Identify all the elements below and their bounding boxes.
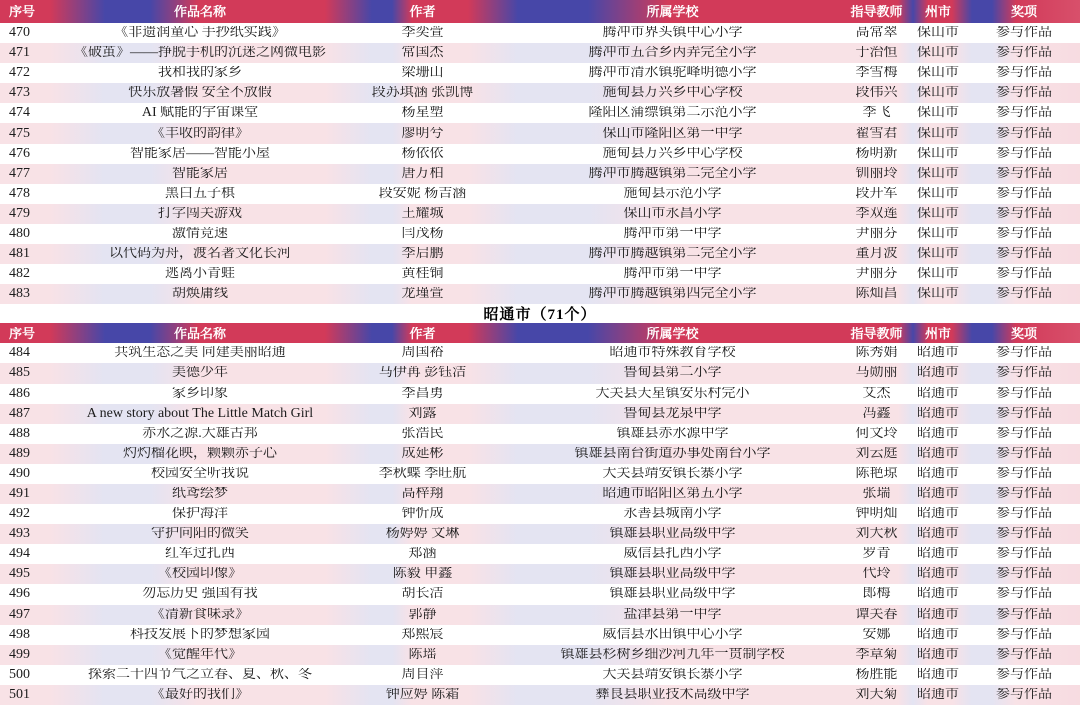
cell-serial: 474 — [9, 106, 30, 121]
cell-city: 昭通市 — [917, 487, 959, 502]
cell-author: 王耀城 — [401, 206, 444, 221]
cell-city: 保山市 — [917, 126, 959, 141]
table-row — [0, 444, 1080, 464]
cell-school: 盐津县第一中学 — [623, 607, 722, 622]
cell-city: 昭通市 — [917, 446, 959, 461]
cell-title: 《丰收的韵律》 — [151, 126, 249, 141]
cell-award: 参与作品 — [996, 106, 1052, 121]
cell-author: 杨婷婷 文琳 — [385, 527, 460, 542]
column-header-author: 作者 — [409, 5, 436, 18]
cell-school: 腾冲市第一中学 — [623, 267, 722, 282]
cell-title: 守护向阳的微笑 — [151, 527, 249, 542]
cell-teacher: 张瑞 — [862, 487, 891, 502]
table-row — [0, 264, 1080, 284]
table-row — [0, 524, 1080, 544]
column-header-award: 奖项 — [1010, 5, 1037, 18]
cell-serial: 479 — [9, 206, 30, 221]
table-row — [0, 83, 1080, 103]
cell-serial: 489 — [9, 446, 30, 461]
cell-teacher: 尹丽芬 — [855, 267, 898, 282]
cell-teacher: 刘云庭 — [855, 446, 898, 461]
cell-teacher: 董月波 — [855, 247, 898, 262]
cell-serial: 499 — [9, 647, 30, 662]
cell-title: 共筑生态之美 同建美丽昭通 — [114, 346, 286, 361]
cell-title: AI 赋能的宇宙课堂 — [141, 106, 259, 121]
cell-serial: 491 — [9, 487, 30, 502]
cell-award: 参与作品 — [996, 507, 1052, 522]
cell-serial: 495 — [9, 567, 30, 582]
column-header-title: 作品名称 — [173, 5, 226, 18]
cell-school: 镇雄县南台街道办事处南台小学 — [574, 446, 771, 461]
cell-title: 智能家居 — [172, 166, 228, 181]
cell-award: 参与作品 — [996, 86, 1052, 101]
cell-serial: 496 — [9, 587, 30, 602]
cell-teacher: 马勋丽 — [855, 366, 898, 381]
cell-school: 施甸县示范小学 — [623, 186, 722, 201]
cell-school: 腾冲市腾越镇第二完全小学 — [588, 166, 757, 181]
cell-teacher: 李双莲 — [855, 206, 898, 221]
table-row — [0, 164, 1080, 184]
cell-school: 隆阳区蒲缥镇第二示范小学 — [588, 106, 757, 121]
cell-author: 李奕萱 — [401, 26, 444, 41]
cell-title: 探索二十四节气之立春、夏、秋、冬 — [88, 667, 312, 682]
cell-author: 郑涵 — [408, 547, 437, 562]
cell-teacher: 钟明灿 — [855, 507, 898, 522]
cell-author: 李昌勇 — [401, 386, 444, 401]
cell-school: 大关县天星镇安乐村完小 — [595, 386, 750, 401]
cell-award: 参与作品 — [996, 607, 1052, 622]
table-row — [0, 625, 1080, 645]
cell-serial: 476 — [9, 146, 30, 161]
cell-city: 昭通市 — [917, 567, 959, 582]
cell-school: 腾冲市腾越镇第二完全小学 — [588, 247, 757, 262]
cell-author: 钟应婷 陈霜 — [385, 687, 460, 702]
table-row — [0, 184, 1080, 204]
cell-school: 镇雄县职业高级中学 — [609, 527, 736, 542]
cell-award: 参与作品 — [996, 667, 1052, 682]
cell-school: 保山市隆阳区第一中学 — [602, 126, 743, 141]
cell-school: 彝良县职业技术高级中学 — [595, 687, 750, 702]
cell-school: 镇雄县职业高级中学 — [609, 567, 736, 582]
cell-author: 李启鹏 — [401, 247, 444, 262]
cell-city: 保山市 — [917, 287, 959, 302]
table-row — [0, 43, 1080, 63]
cell-author: 梁珊山 — [401, 66, 444, 81]
cell-title: 赤水之源.大雄古邦 — [142, 426, 258, 441]
table-row — [0, 645, 1080, 665]
cell-teacher: 于治恒 — [855, 46, 898, 61]
cell-title: 《校园印像》 — [158, 567, 242, 582]
cell-title: 我和我的家乡 — [158, 66, 242, 81]
cell-award: 参与作品 — [996, 386, 1052, 401]
cell-teacher: 刘天菊 — [855, 687, 898, 702]
table-body-baoshan — [0, 23, 1080, 304]
cell-serial: 472 — [9, 66, 30, 81]
table-row — [0, 144, 1080, 164]
cell-city: 昭通市 — [917, 466, 959, 481]
cell-city: 昭通市 — [917, 667, 959, 682]
cell-teacher: 杨明新 — [855, 146, 898, 161]
cell-teacher: 杨胜能 — [855, 667, 898, 682]
cell-city: 昭通市 — [917, 386, 959, 401]
cell-award: 参与作品 — [996, 487, 1052, 502]
cell-school: 鲁甸县龙泉中学 — [623, 406, 722, 421]
table-row — [0, 544, 1080, 564]
cell-serial: 501 — [9, 687, 30, 702]
cell-author: 郑熙宸 — [401, 627, 444, 642]
table-row — [0, 404, 1080, 424]
cell-school: 大关县靖安镇长寨小学 — [602, 466, 743, 481]
column-header-title: 作品名称 — [173, 326, 226, 340]
cell-teacher: 艾杰 — [862, 386, 891, 401]
cell-school: 镇雄县职业高级中学 — [609, 587, 736, 602]
table-row — [0, 224, 1080, 244]
cell-serial: 470 — [9, 26, 30, 41]
column-header-award: 奖项 — [1010, 326, 1037, 340]
table-row — [0, 63, 1080, 83]
cell-title: 以代码为舟，渡名著文化长河 — [109, 247, 291, 262]
cell-city: 保山市 — [917, 106, 959, 121]
cell-title: 纸鸢绘梦 — [172, 487, 228, 502]
cell-title: A new story about The Little Match Girl — [86, 406, 314, 421]
cell-school: 威信县水田镇中心小学 — [602, 627, 743, 642]
cell-serial: 487 — [9, 406, 30, 421]
cell-author: 张浩民 — [401, 426, 444, 441]
cell-title: 科技发展下的梦想家园 — [130, 627, 270, 642]
cell-title: 《最好的我们》 — [151, 687, 249, 702]
cell-title: 《非遗润童心 手抄纸实践》 — [114, 26, 286, 41]
cell-serial: 500 — [9, 667, 30, 682]
cell-serial: 493 — [9, 527, 30, 542]
cell-title: 《清新食味录》 — [151, 607, 249, 622]
cell-city: 昭通市 — [917, 607, 959, 622]
cell-city: 保山市 — [917, 26, 959, 41]
cell-serial: 498 — [9, 627, 30, 642]
cell-author: 李秋蝶 李旺航 — [378, 466, 467, 481]
cell-award: 参与作品 — [996, 26, 1052, 41]
cell-school: 镇雄县杉树乡细沙河九年一贯制学校 — [560, 647, 785, 662]
cell-serial: 488 — [9, 426, 30, 441]
cell-teacher: 钏丽玲 — [855, 166, 898, 181]
cell-teacher: 陈艳琼 — [855, 466, 898, 481]
cell-city: 保山市 — [917, 46, 959, 61]
cell-teacher: 代玲 — [862, 567, 891, 582]
cell-teacher: 安娜 — [862, 627, 891, 642]
cell-author: 廖明兮 — [401, 126, 444, 141]
cell-serial: 485 — [9, 366, 30, 381]
cell-serial: 494 — [9, 547, 30, 562]
table-row — [0, 584, 1080, 604]
cell-title: 保护海洋 — [172, 507, 228, 522]
table-row — [0, 23, 1080, 43]
table-header-row-2 — [0, 323, 1080, 343]
cell-award: 参与作品 — [996, 267, 1052, 282]
cell-author: 黄桂铜 — [401, 267, 444, 282]
cell-city: 昭通市 — [917, 366, 959, 381]
cell-award: 参与作品 — [996, 166, 1052, 181]
column-header-city: 州市 — [924, 326, 951, 340]
cell-teacher: 刘大秋 — [855, 527, 898, 542]
cell-serial: 486 — [9, 386, 30, 401]
cell-title: 打字闯关游戏 — [158, 206, 242, 221]
cell-award: 参与作品 — [996, 406, 1052, 421]
table-row — [0, 464, 1080, 484]
cell-city: 昭通市 — [917, 687, 959, 702]
cell-award: 参与作品 — [996, 126, 1052, 141]
table-row — [0, 204, 1080, 224]
cell-author: 龙瑾萱 — [401, 287, 444, 302]
cell-award: 参与作品 — [996, 547, 1052, 562]
cell-city: 昭通市 — [917, 346, 959, 361]
cell-award: 参与作品 — [996, 287, 1052, 302]
cell-city: 昭通市 — [917, 587, 959, 602]
cell-award: 参与作品 — [996, 426, 1052, 441]
table-row — [0, 564, 1080, 584]
cell-serial: 490 — [9, 466, 30, 481]
cell-author: 周国裕 — [401, 346, 444, 361]
cell-author: 段安妮 杨吉涵 — [378, 186, 467, 201]
cell-city: 昭通市 — [917, 627, 959, 642]
cell-school: 腾冲市腾越镇第四完全小学 — [588, 287, 757, 302]
cell-serial: 473 — [9, 86, 30, 101]
cell-author: 马伊苒 彭钰洁 — [378, 366, 467, 381]
cell-serial: 478 — [9, 186, 30, 201]
cell-school: 腾冲市五合乡丙弄完全小学 — [588, 46, 757, 61]
cell-award: 参与作品 — [996, 186, 1052, 201]
cell-city: 保山市 — [917, 86, 959, 101]
cell-city: 保山市 — [917, 146, 959, 161]
cell-serial: 480 — [9, 226, 30, 241]
cell-school: 昭通市昭阳区第五小学 — [602, 487, 743, 502]
cell-author: 刘露 — [408, 406, 437, 421]
cell-city: 保山市 — [917, 247, 959, 262]
cell-city: 昭通市 — [917, 507, 959, 522]
cell-author: 杨依依 — [401, 146, 444, 161]
cell-award: 参与作品 — [996, 346, 1052, 361]
column-header-school: 所属学校 — [646, 326, 699, 340]
cell-teacher: 冯鑫 — [862, 406, 891, 421]
cell-title: 智能家居——智能小屋 — [130, 146, 270, 161]
cell-author: 闫茂杨 — [401, 226, 444, 241]
table-header-row-1 — [0, 0, 1080, 23]
cell-author: 高梓翔 — [401, 487, 444, 502]
cell-serial: 492 — [9, 507, 30, 522]
cell-title: 快乐放暑假 安全不放假 — [128, 86, 272, 101]
cell-title: 红军过扎西 — [165, 547, 235, 562]
cell-teacher: 李雪梅 — [855, 66, 898, 81]
cell-author: 周自萍 — [401, 667, 444, 682]
cell-award: 参与作品 — [996, 567, 1052, 582]
table-row — [0, 665, 1080, 685]
cell-serial: 483 — [9, 287, 30, 302]
table-row — [0, 244, 1080, 264]
table-row — [0, 424, 1080, 444]
cell-serial: 481 — [9, 247, 30, 262]
cell-award: 参与作品 — [996, 46, 1052, 61]
cell-title: 家乡印象 — [172, 386, 228, 401]
cell-teacher: 高常翠 — [855, 26, 898, 41]
cell-author: 钟忻成 — [401, 507, 444, 522]
table-row — [0, 685, 1080, 705]
cell-title: 胡焕庸线 — [172, 287, 228, 302]
cell-teacher: 何文玲 — [855, 426, 898, 441]
cell-title: 校园安全听我说 — [151, 466, 249, 481]
cell-title: 激情竞速 — [172, 226, 228, 241]
cell-city: 昭通市 — [917, 527, 959, 542]
column-header-city: 州市 — [924, 5, 951, 18]
cell-city: 保山市 — [917, 267, 959, 282]
cell-school: 镇雄县赤水源中学 — [616, 426, 729, 441]
table-row — [0, 103, 1080, 123]
cell-city: 昭通市 — [917, 647, 959, 662]
cell-award: 参与作品 — [996, 627, 1052, 642]
cell-award: 参与作品 — [996, 226, 1052, 241]
cell-author: 陈瑶 — [408, 647, 437, 662]
cell-school: 昭通市特殊教育学校 — [609, 346, 736, 361]
cell-school: 威信县扎西小学 — [623, 547, 722, 562]
table-body-zhaotong — [0, 343, 1080, 705]
column-header-serial: 序号 — [9, 5, 36, 18]
cell-teacher: 罗青 — [862, 547, 891, 562]
cell-author: 成延彬 — [401, 446, 444, 461]
table-row — [0, 605, 1080, 625]
cell-author: 胡长洁 — [401, 587, 444, 602]
cell-award: 参与作品 — [996, 247, 1052, 262]
cell-school: 腾冲市界头镇中心小学 — [602, 26, 743, 41]
cell-author: 常国杰 — [401, 46, 444, 61]
cell-title: 《破茧》——挣脱手机的沉迷之网微电影 — [74, 46, 326, 61]
table-row — [0, 384, 1080, 404]
cell-serial: 477 — [9, 166, 30, 181]
cell-school: 永善县城南小学 — [623, 507, 722, 522]
table-row — [0, 484, 1080, 504]
cell-serial: 484 — [9, 346, 30, 361]
cell-award: 参与作品 — [996, 446, 1052, 461]
table-row — [0, 123, 1080, 143]
cell-teacher: 郎梅 — [862, 587, 891, 602]
cell-teacher: 谭关春 — [855, 607, 898, 622]
cell-city: 昭通市 — [917, 426, 959, 441]
cell-city: 昭通市 — [917, 406, 959, 421]
cell-city: 保山市 — [917, 166, 959, 181]
cell-teacher: 翟雪君 — [855, 126, 898, 141]
cell-school: 施甸县万兴乡中心学校 — [602, 146, 743, 161]
cell-award: 参与作品 — [996, 66, 1052, 81]
column-header-teacher: 指导教师 — [850, 5, 903, 18]
cell-award: 参与作品 — [996, 206, 1052, 221]
cell-school: 施甸县万兴乡中心学校 — [602, 86, 743, 101]
cell-school: 保山市永昌小学 — [623, 206, 722, 221]
cell-teacher: 陈灿昌 — [855, 287, 898, 302]
table-row — [0, 343, 1080, 363]
cell-city: 保山市 — [917, 186, 959, 201]
cell-award: 参与作品 — [996, 647, 1052, 662]
cell-serial: 475 — [9, 126, 30, 141]
cell-city: 保山市 — [917, 226, 959, 241]
cell-city: 昭通市 — [917, 547, 959, 562]
cell-award: 参与作品 — [996, 687, 1052, 702]
table-row — [0, 363, 1080, 383]
cell-teacher: 段伟兴 — [855, 86, 898, 101]
cell-school: 大关县靖安镇长寨小学 — [602, 667, 743, 682]
cell-teacher: 陈秀娟 — [855, 346, 898, 361]
section-title-zhaotong: 昭通市（71个） — [0, 304, 1080, 323]
cell-author: 唐万柏 — [401, 166, 444, 181]
cell-author: 陈毅 申鑫 — [392, 567, 453, 582]
cell-title: 灼灼榴花映，颗颗赤子心 — [123, 446, 277, 461]
cell-city: 保山市 — [917, 206, 959, 221]
cell-award: 参与作品 — [996, 587, 1052, 602]
table-row — [0, 284, 1080, 304]
cell-serial: 482 — [9, 267, 30, 282]
cell-teacher: 段开军 — [855, 186, 898, 201]
cell-city: 保山市 — [917, 66, 959, 81]
column-header-teacher: 指导教师 — [850, 326, 903, 340]
cell-title: 勿忘历史 强国有我 — [142, 587, 258, 602]
cell-teacher: 李飞 — [862, 106, 891, 121]
cell-school: 腾冲市第一中学 — [623, 226, 722, 241]
cell-school: 鲁甸县第二小学 — [623, 366, 722, 381]
cell-award: 参与作品 — [996, 366, 1052, 381]
cell-title: 《觉醒年代》 — [158, 647, 242, 662]
table-row — [0, 504, 1080, 524]
cell-school: 腾冲市清水镇驼峰明德小学 — [588, 66, 757, 81]
column-header-school: 所属学校 — [646, 5, 699, 18]
cell-author: 郭静 — [408, 607, 437, 622]
cell-author: 杨星塑 — [401, 106, 444, 121]
column-header-author: 作者 — [409, 326, 436, 340]
cell-award: 参与作品 — [996, 146, 1052, 161]
cell-serial: 497 — [9, 607, 30, 622]
cell-author: 段苏琪涵 张凯博 — [371, 86, 474, 101]
cell-title: 逃离小青蛙 — [165, 267, 235, 282]
cell-teacher: 尹丽芬 — [855, 226, 898, 241]
cell-title: 美德少年 — [172, 366, 228, 381]
cell-award: 参与作品 — [996, 466, 1052, 481]
cell-serial: 471 — [9, 46, 30, 61]
column-header-serial: 序号 — [9, 326, 36, 340]
cell-award: 参与作品 — [996, 527, 1052, 542]
cell-teacher: 李章菊 — [855, 647, 898, 662]
cell-title: 黑白五子棋 — [165, 186, 235, 201]
